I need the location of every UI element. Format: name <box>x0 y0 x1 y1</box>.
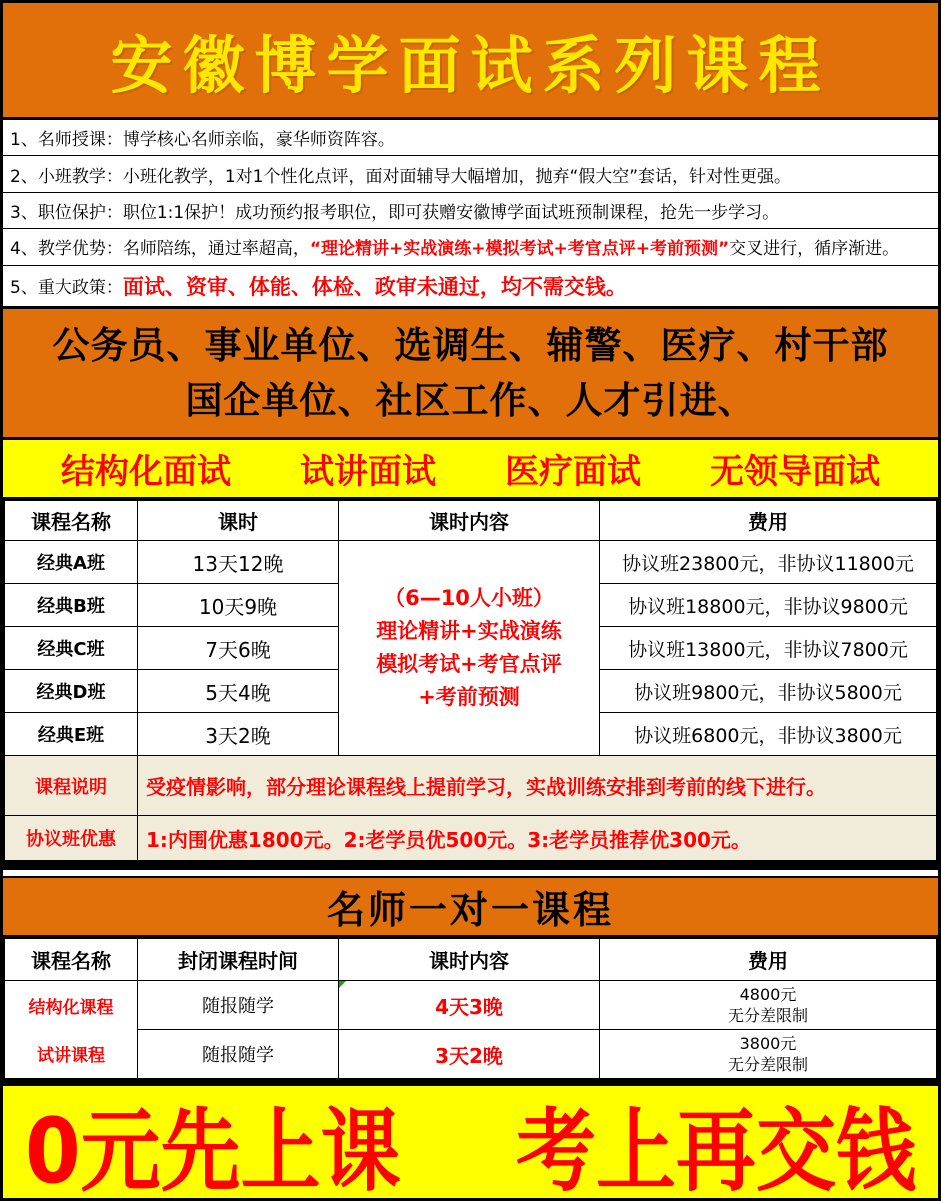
interview-type-leaderless: 无领导面试 <box>710 452 880 492</box>
col-header-content: 课时内容 <box>339 939 599 980</box>
content-line: 理论精讲+实战演练 <box>376 619 562 643</box>
page-title: 安徽博学面试系列课程 <box>110 28 831 102</box>
table-row-fee: 协议班6800元，非协议3800元 <box>600 713 936 755</box>
content-line: （6—10人小班） <box>384 586 554 610</box>
table-row-duration: 7天6晚 <box>138 627 338 669</box>
table-row-fee <box>600 981 936 1029</box>
table-row-schedule: 随报随学 <box>138 981 338 1029</box>
table-row-duration <box>339 1030 599 1078</box>
table-row-name: 经典C班 <box>5 627 137 669</box>
feature-item-5 <box>3 266 938 306</box>
table-row-fee: 协议班9800元，非协议5800元 <box>600 670 936 712</box>
table-row-fee: 协议班23800元，非协议11800元 <box>600 541 936 583</box>
header-banner <box>3 3 938 120</box>
course-table <box>3 499 938 870</box>
one-on-one-title: 名师一对一课程 <box>326 888 614 932</box>
discount-row-label: 协议班优惠 <box>5 816 137 860</box>
feature-item-3 <box>3 193 938 229</box>
feature-text: 2、小班教学：小班化教学，1对1个性化点评，面对面辅导大幅增加，抛弃“假大空”套话，针对性更强。 <box>10 166 792 187</box>
table-row-fee <box>600 1030 936 1078</box>
feature-text: 5、重大政策： <box>10 278 123 299</box>
fee-note: 无分差限制 <box>727 1055 808 1074</box>
feature-text: 1、名师授课：博学核心名师亲临，豪华师资阵容。 <box>10 130 395 151</box>
table-row-fee: 协议班18800元，非协议9800元 <box>600 584 936 626</box>
categories-line-1: 公务员、事业单位、选调生、辅警、医疗、村干部 <box>52 324 889 367</box>
note-row-label: 课程说明 <box>5 756 137 815</box>
categories-line-2: 国企单位、社区工作、人才引进、 <box>185 379 756 422</box>
feature-highlight: “理论精讲+实战演练+模拟考试+考官点评+考前预测” <box>309 239 730 260</box>
interview-types-band <box>3 440 938 499</box>
table-row-schedule: 随报随学 <box>138 1030 338 1078</box>
col-header-hours: 课时 <box>138 501 338 540</box>
col-header-fee: 费用 <box>600 939 936 980</box>
duration-text: 4天3晚 <box>435 994 503 1019</box>
feature-item-1 <box>3 120 938 156</box>
table-row-name: 经典D班 <box>5 670 137 712</box>
note-row-content: 受疫情影响，部分理论课程线上提前学习，实战训练安排到考前的线下进行。 <box>138 756 936 815</box>
content-line: 模拟考试+考官点评 <box>376 652 562 676</box>
bottom-slogan-banner <box>3 1083 938 1201</box>
col-header-course-name: 课程名称 <box>5 501 137 540</box>
table-row-duration: 5天4晚 <box>138 670 338 712</box>
col-header-course-name: 课程名称 <box>5 939 137 980</box>
feature-list <box>3 120 938 309</box>
feature-item-2 <box>3 156 938 192</box>
fee-amount: 3800元 <box>739 1034 797 1053</box>
feature-text-suffix: 交叉进行，循序渐进。 <box>729 239 900 260</box>
feature-text: 4、教学优势：名师陪练，通过率超高， <box>10 239 310 260</box>
slogan-right: 考上再交钱 <box>516 1099 916 1201</box>
course-name-lecture: 试讲课程 <box>37 1046 105 1067</box>
course-names-cell <box>5 981 137 1078</box>
table-row-duration: 10天9晚 <box>138 584 338 626</box>
audience-categories-band <box>3 309 938 440</box>
feature-highlight: 面试、资审、体能、体检、政审未通过，均不需交钱。 <box>122 273 627 299</box>
discount-row-content: 1:内围优惠1800元。2:老学员优500元。3:老学员推荐优300元。 <box>138 816 936 860</box>
interview-type-lecture: 试讲面试 <box>300 452 436 492</box>
interview-type-medical: 医疗面试 <box>505 452 641 492</box>
feature-text: 3、职位保护：职位1:1保护！成功预约报考职位，即可获赠安徽博学面试班预制课程，抢先一步学习。 <box>10 203 780 224</box>
cell-corner-marker-icon <box>339 981 346 988</box>
table-row-duration <box>339 981 599 1029</box>
course-content-cell <box>339 541 599 755</box>
col-header-fee: 费用 <box>600 501 936 540</box>
fee-note: 无分差限制 <box>727 1006 808 1025</box>
interview-type-structured: 结构化面试 <box>61 452 231 492</box>
slogan-left: 0元先上课 <box>25 1099 401 1201</box>
table-row-duration: 3天2晚 <box>138 713 338 755</box>
table-row-name: 经典A班 <box>5 541 137 583</box>
duration-text: 3天2晚 <box>435 1043 503 1068</box>
col-header-content: 课时内容 <box>339 501 599 540</box>
content-line: +考前预测 <box>418 685 520 709</box>
one-on-one-band <box>3 876 938 937</box>
table-row-fee: 协议班13800元，非协议7800元 <box>600 627 936 669</box>
course-name-structured: 结构化课程 <box>28 997 114 1018</box>
table-row-duration: 13天12晚 <box>138 541 338 583</box>
table-row-name: 经典B班 <box>5 584 137 626</box>
one-on-one-table <box>3 937 938 1083</box>
feature-item-4 <box>3 229 938 265</box>
fee-amount: 4800元 <box>739 985 797 1004</box>
table-row-name: 经典E班 <box>5 713 137 755</box>
col-header-schedule: 封闭课程时间 <box>138 939 338 980</box>
